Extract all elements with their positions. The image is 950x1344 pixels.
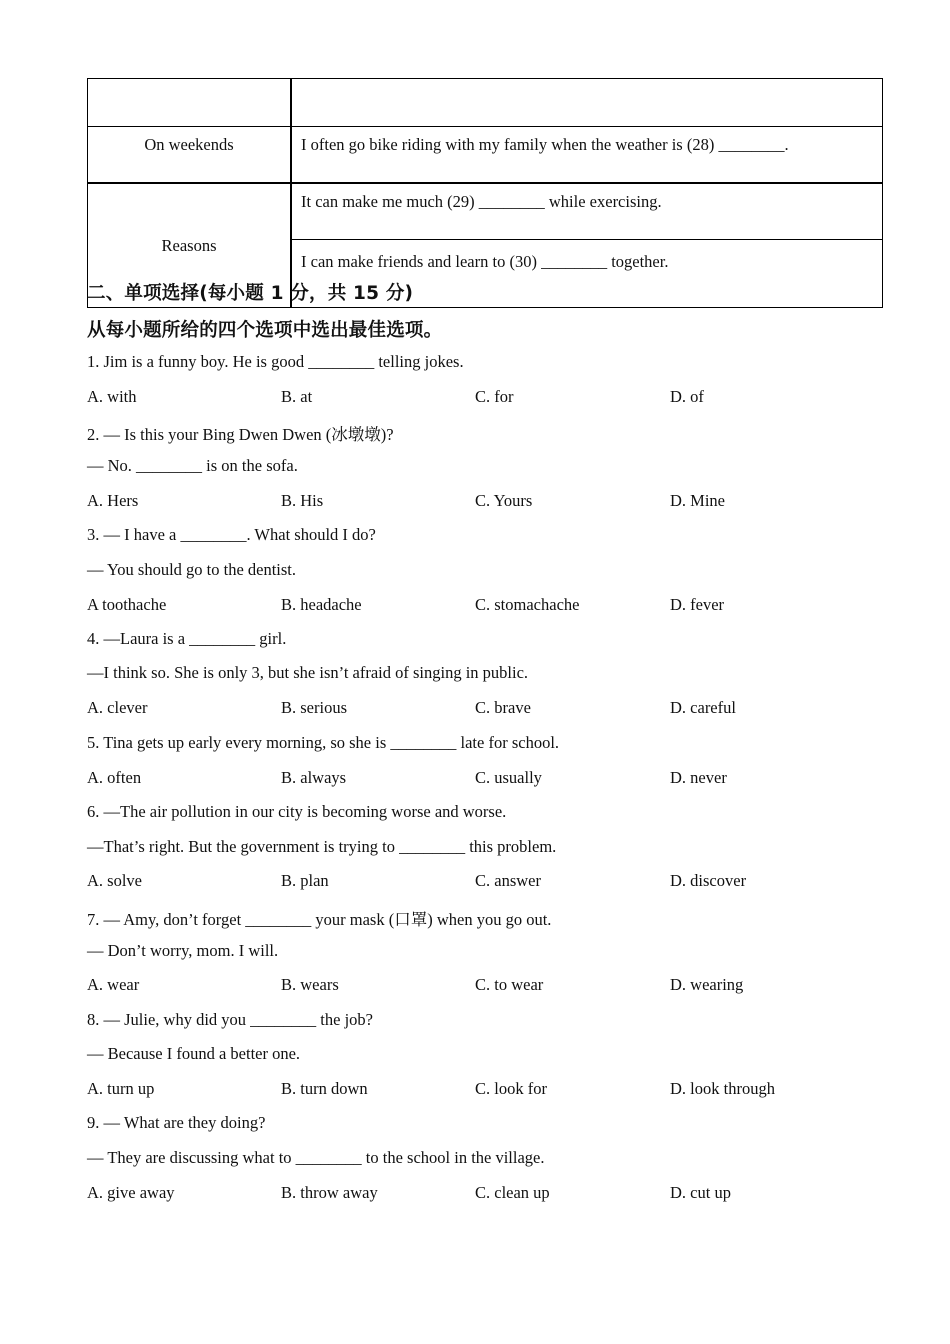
option-b[interactable]: B. serious [281,698,347,717]
question-reply: —I think so. She is only 3, but she isn’t afraid of singing in public. [87,663,529,682]
options-row [87,871,877,893]
question-reply: —That’s right. But the government is trying to ________ this problem. [87,837,557,856]
option-a[interactable]: A. turn up [87,1079,155,1098]
option-b[interactable]: B. plan [281,871,329,890]
option-a[interactable]: A. with [87,387,137,406]
option-d[interactable]: D. cut up [670,1183,731,1202]
question-text: 6. —The air pollution in our city is becoming worse and worse. [87,802,507,821]
info-table [87,78,883,308]
question-text: 1. Jim is a funny boy. He is good ________ telling jokes. [87,352,464,371]
table-cell-text: I can make friends and learn to (30) ________ together. [291,240,883,308]
question-text: 5. Tina gets up early every morning, so she is ________ late for school. [87,733,560,752]
options-row [87,387,877,409]
option-d[interactable]: D. look through [670,1079,775,1098]
option-b[interactable]: B. His [281,491,324,510]
option-d[interactable]: D. discover [670,871,747,890]
option-c[interactable]: C. for [475,387,514,406]
options-row [87,595,877,617]
question-text: 3. — I have a ________. What should I do? [87,525,376,544]
option-c[interactable]: C. answer [475,871,541,890]
table-row [88,183,883,240]
table-cell-label [88,79,292,127]
option-b[interactable]: B. wears [281,975,339,994]
option-c[interactable]: C. Yours [475,491,533,510]
options-row [87,1183,877,1205]
option-a[interactable]: A. often [87,768,142,787]
options-row [87,491,877,513]
option-c[interactable]: C. look for [475,1079,547,1098]
option-b[interactable]: B. headache [281,595,362,614]
question-text: 2. — Is this your Bing Dwen Dwen (冰墩墩)? [87,425,394,444]
option-b[interactable]: B. always [281,768,347,787]
options-row [87,768,877,790]
table-cell-text: It can make me much (29) ________ while exercising. [291,183,883,240]
table-cell-label: Reasons [88,183,292,308]
question-text: 8. — Julie, why did you ________ the job? [87,1010,373,1029]
question-reply: — No. ________ is on the sofa. [87,456,298,475]
option-a[interactable]: A. give away [87,1183,175,1202]
option-a[interactable]: A. solve [87,871,142,890]
option-c[interactable]: C. brave [475,698,531,717]
table-cell-label: On weekends [88,127,292,184]
question-reply: — Don’t worry, mom. I will. [87,941,279,960]
option-d[interactable]: D. wearing [670,975,744,994]
option-a[interactable]: A toothache [87,595,167,614]
option-d[interactable]: D. careful [670,698,736,717]
option-d[interactable]: D. fever [670,595,725,614]
option-a[interactable]: A. clever [87,698,148,717]
option-b[interactable]: B. throw away [281,1183,378,1202]
option-d[interactable]: D. never [670,768,727,787]
option-a[interactable]: A. wear [87,975,140,994]
option-c[interactable]: C. clean up [475,1183,550,1202]
table-row [88,79,883,127]
question-text: 4. —Laura is a ________ girl. [87,629,287,648]
question-reply: — They are discussing what to ________ to the school in the village. [87,1148,545,1167]
options-row [87,975,877,997]
option-b[interactable]: B. turn down [281,1079,368,1098]
option-d[interactable]: D. Mine [670,491,725,510]
option-b[interactable]: B. at [281,387,313,406]
option-c[interactable]: C. stomachache [475,595,580,614]
option-a[interactable]: A. Hers [87,491,139,510]
option-d[interactable]: D. of [670,387,704,406]
question-text: 9. — What are they doing? [87,1113,266,1132]
table-cell-text: I often go bike riding with my family when the weather is (28) ________. [291,127,883,184]
question-reply: — You should go to the dentist. [87,560,297,579]
option-c[interactable]: C. usually [475,768,542,787]
options-row [87,1079,877,1101]
option-c[interactable]: C. to wear [475,975,544,994]
question-text: 7. — Amy, don’t forget ________ your mask (口罩) when you go out. [87,910,552,929]
section-title: 二、单项选择(每小题 1 分，共 15 分) [87,283,414,304]
table-row [88,127,883,184]
question-reply: — Because I found a better one. [87,1044,301,1063]
table-cell-text [291,79,883,127]
section-instruction: 从每小题所给的四个选项中选出最佳选项。 [87,320,443,341]
options-row [87,698,877,720]
